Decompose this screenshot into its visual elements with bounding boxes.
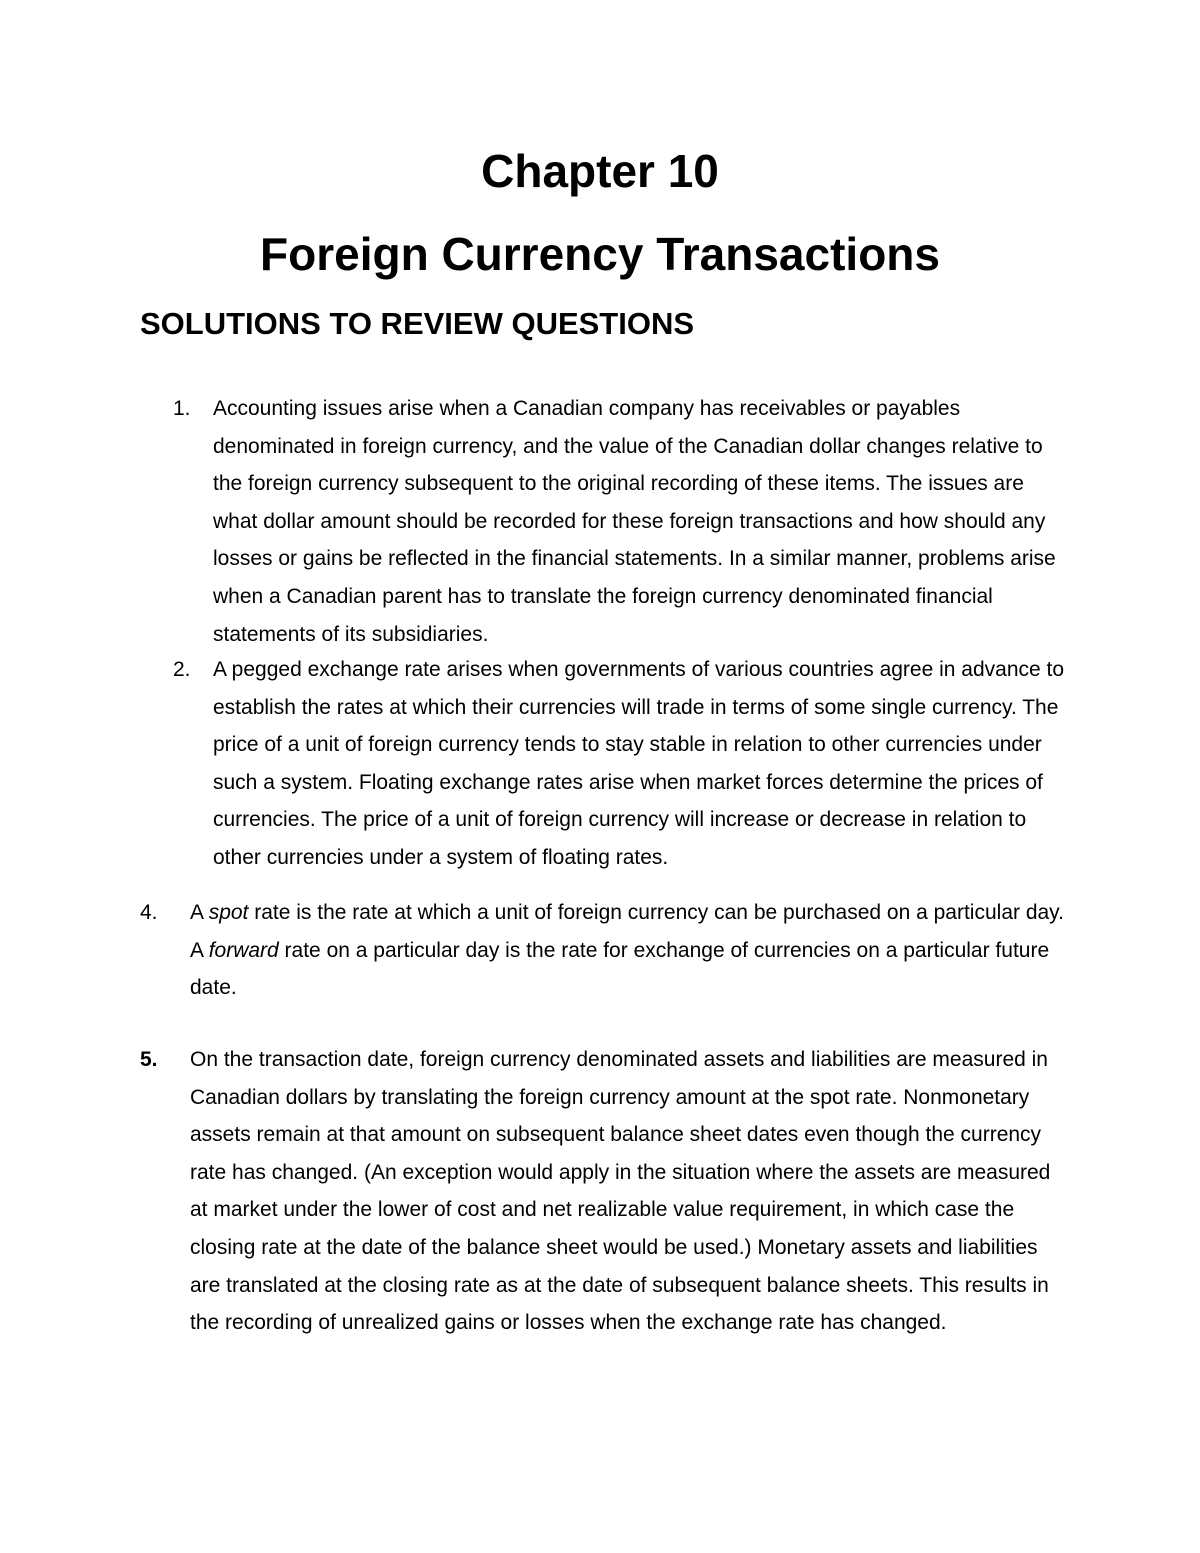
answer-number: 1. xyxy=(173,397,191,420)
answer-number: 4. xyxy=(140,901,158,924)
answer-4 xyxy=(140,894,1070,1007)
chapter-subtitle: Foreign Currency Transactions xyxy=(260,228,940,280)
answer-number: 5. xyxy=(140,1048,158,1071)
chapter-title: Chapter 10 xyxy=(481,145,719,197)
section-heading: SOLUTIONS TO REVIEW QUESTIONS xyxy=(140,306,695,341)
answer-text: A pegged exchange rate arises when governments of various countries agree in advance to establish the rates at which their currencies will trade in terms of some single currency. The price of a unit of foreign currency tends to stay stable in relation to other currencies under such a system. Floating exchange rates arise when market forces determine the prices of currencies. The price of a unit of foreign currency will increase or decrease in relation to other currencies under a system of floating rates. xyxy=(213,658,1065,869)
answer-text: Accounting issues arise when a Canadian company has receivables or payables denominated in foreign currency, and the value of the Canadian dollar changes relative to the foreign currency subsequent to the original recording of these items. The issues are what dollar amount should be recorded for these foreign transactions and how should any losses or gains be reflected in the financial statements. In a similar manner, problems arise when a Canadian parent has to translate the foreign currency denominated financial statements of its subsidiaries. xyxy=(213,397,1056,646)
answer-2 xyxy=(173,651,1073,877)
answer-5 xyxy=(140,1041,1070,1342)
spot-term: spot xyxy=(208,901,249,924)
answer-text-part: rate is the rate at which a unit of foreign currency can be purchased on a particular day. A xyxy=(190,901,1064,962)
forward-term: forward xyxy=(208,938,279,962)
answer-text xyxy=(190,894,1070,1007)
answer-text: On the transaction date, foreign currency denominated assets and liabilities are measured in Canadian dollars by translating the foreign currency amount at the spot rate. Nonmonetary assets remain at that amount on subsequent balance sheet dates even though the currency rate has changed. (An exception would apply in the situation where the assets are measured at market under the lower of cost and net realizable value requirement, in which case the closing rate at the date of the balance sheet would be used.) Monetary assets and liabilities are translated at the closing rate as at the date of subsequent balance sheets. This results in the recording of unrealized gains or losses when the exchange rate has changed. xyxy=(190,1048,1051,1335)
answer-text-part: A xyxy=(190,901,209,924)
answer-1 xyxy=(173,390,1073,653)
answer-number: 2. xyxy=(173,658,191,681)
answer-text-part: rate on a particular day is the rate for exchange of currencies on a particular future date. xyxy=(190,938,1050,1000)
